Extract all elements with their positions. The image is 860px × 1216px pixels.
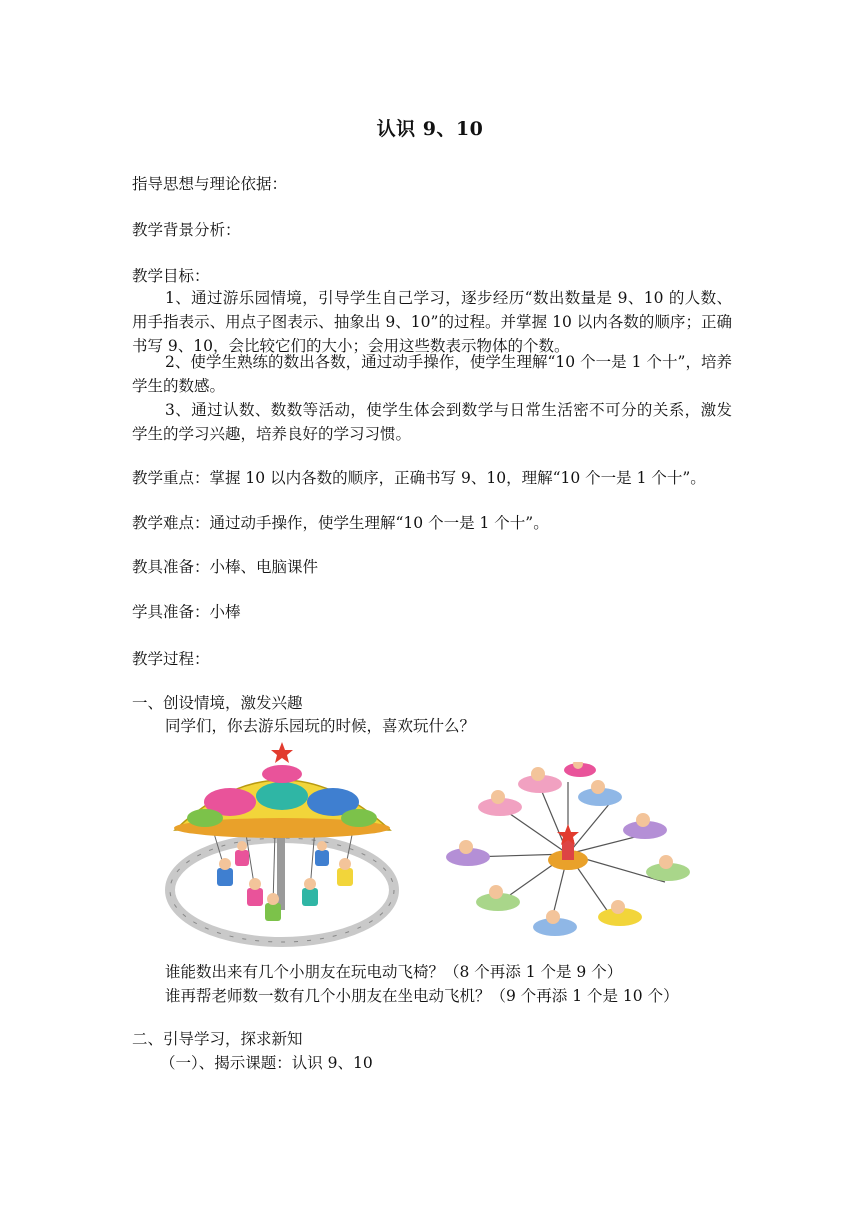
question-plane: 谁再帮老师数一数有几个小朋友在坐电动飞机？（9 个再添 1 个是 10 个） (165, 987, 679, 1005)
goal-item-3: 3、通过认数、数数等活动，使学生体会到数学与日常生活密不可分的关系，激发学生的学习兴趣，培养良好的学习习惯。 (132, 401, 732, 443)
student-tools: 学具准备：小棒 (132, 603, 241, 621)
section-goals-heading: 教学目标： (132, 267, 210, 285)
part1-question: 同学们，你去游乐园玩的时候，喜欢玩什么？ (165, 717, 476, 735)
section-guiding: 指导思想与理论依据： (132, 175, 288, 193)
page-title: 认识 9、10 (376, 118, 484, 140)
section-background: 教学背景分析： (132, 221, 241, 239)
difficulty: 教学难点：通过动手操作，使学生理解“10 个一是 1 个十”。 (132, 514, 549, 532)
part2-subheading: （一）、揭示课题：认识 9、10 (160, 1054, 373, 1072)
question-swing: 谁能数出来有几个小朋友在玩电动飞椅？（8 个再添 1 个是 9 个） (165, 963, 623, 981)
part1-heading: 一、创设情境，激发兴趣 (132, 694, 303, 712)
airplane-ride-illustration (440, 762, 695, 947)
part2-heading: 二、引导学习，探求新知 (132, 1030, 303, 1048)
swing-ride-illustration (165, 740, 400, 955)
teacher-tools: 教具准备：小棒、电脑课件 (132, 558, 319, 576)
goal-item-2: 2、使学生熟练的数出各数，通过动手操作，使学生理解“10 个一是 1 个十”，培养学生的数感。 (132, 353, 732, 395)
teaching-process: 教学过程： (132, 650, 210, 668)
key-point: 教学重点：掌握 10 以内各数的顺序，正确书写 9、10，理解“10 个一是 1 个十”。 (132, 469, 706, 487)
goal-item-1: 1、通过游乐园情境，引导学生自己学习，逐步经历“数出数量是 9、10 的人数、用手指表示、用点子图表示、抽象出 9、10”的过程。并掌握 10 以内各数的顺序；正确书写 9、10，会比较它们的大小；会用这些数表示物体的个数。 (132, 289, 732, 355)
